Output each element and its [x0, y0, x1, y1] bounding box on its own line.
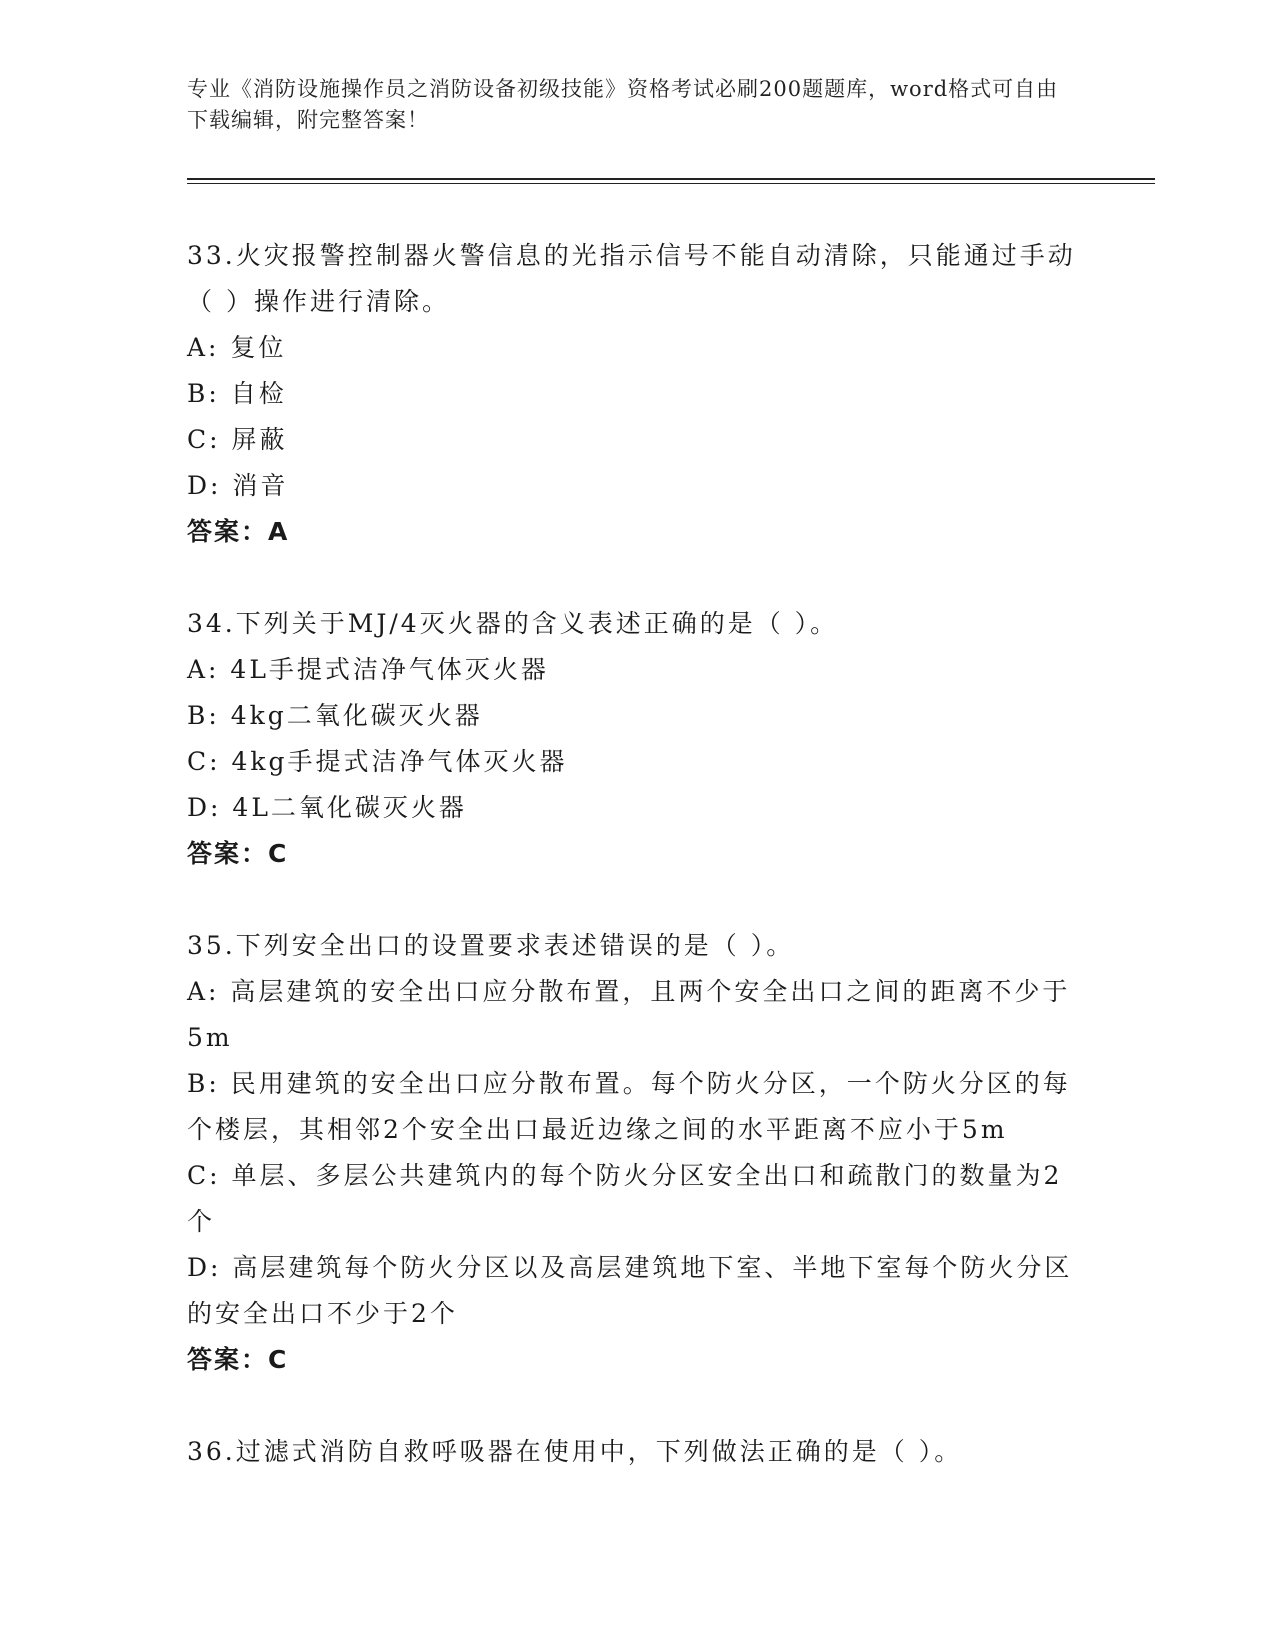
option-c: C: 4kg手提式洁净气体灭火器 — [187, 747, 568, 776]
question-stem: 34.下列关于MJ/4灭火器的含义表述正确的是（ ）。 — [187, 609, 839, 638]
option-a: A: 复位 — [187, 333, 287, 362]
option-c: C: 屏蔽 — [187, 425, 288, 454]
question-stem: 33.火灾报警控制器火警信息的光指示信号不能自动清除，只能通过手动（ ）操作进行清除。 — [187, 241, 1076, 316]
option-d: D: 消音 — [187, 471, 289, 500]
question-stem: 35.下列安全出口的设置要求表述错误的是（ ）。 — [187, 931, 795, 960]
question-list — [187, 233, 1087, 1521]
option-d: D: 4L二氧化碳灭火器 — [187, 793, 467, 822]
question-34 — [187, 601, 1087, 877]
option-b: B: 4kg二氧化碳灭火器 — [187, 701, 483, 730]
answer: 答案：A — [187, 517, 290, 546]
question-35 — [187, 923, 1087, 1383]
answer: 答案：C — [187, 1345, 289, 1374]
question-stem: 36.过滤式消防自救呼吸器在使用中，下列做法正确的是（ ）。 — [187, 1437, 963, 1466]
header-divider-thin — [187, 183, 1155, 184]
question-36 — [187, 1429, 1087, 1475]
option-b: B: 民用建筑的安全出口应分散布置。每个防火分区，一个防火分区的每个楼层，其相邻2个安全出口最近边缘之间的水平距离不应小于5m — [187, 1069, 1071, 1144]
header-divider-thick — [187, 178, 1155, 180]
option-a: A: 高层建筑的安全出口应分散布置，且两个安全出口之间的距离不少于5m — [187, 977, 1071, 1052]
option-c: C: 单层、多层公共建筑内的每个防火分区安全出口和疏散门的数量为2个 — [187, 1161, 1063, 1236]
option-d: D: 高层建筑每个防火分区以及高层建筑地下室、半地下室每个防火分区的安全出口不少于2个 — [187, 1253, 1073, 1328]
document-header: 专业《消防设施操作员之消防设备初级技能》资格考试必刷200题题库，word格式可自由下载编辑，附完整答案！ — [187, 77, 1059, 132]
option-b: B: 自检 — [187, 379, 287, 408]
question-33 — [187, 233, 1087, 555]
option-a: A: 4L手提式洁净气体灭火器 — [187, 655, 549, 684]
answer: 答案：C — [187, 839, 289, 868]
